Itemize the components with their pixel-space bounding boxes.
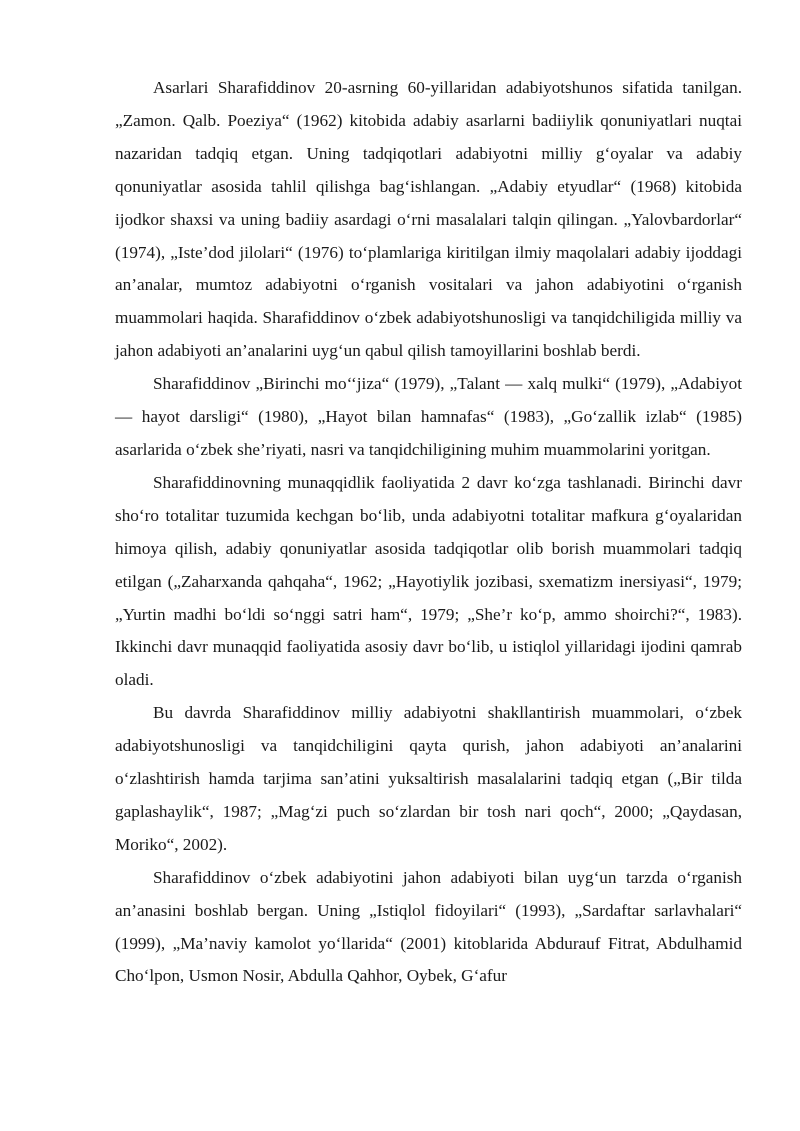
body-text — [115, 72, 742, 993]
paragraph-3: Sharafiddinovning munaqqidlik faoliyatida 2 davr ko‘zga tashlanadi. Birinchi davr sho‘ro totalitar tuzumida kechgan bo‘lib, unda adabiyotni totalitar mafkura g‘oyalaridan himoya qilish, adabiy qonuniyatlar asosida tadqiqotlar olib borish muammolari tadqiq etilgan („Zaharxanda qahqaha“, 1962; „Hayotiylik jozibasi, sxematizm inersiyasi“, 1979; „Yurtin madhi bo‘ldi so‘nggi satri ham“, 1979; „She’r ko‘p, ammo shoirchi?“, 1983). Ikkinchi davr munaqqid faoliyatida asosiy davr bo‘lib, u istiqlol yillaridagi ijodini qamrab oladi. — [115, 472, 742, 690]
paragraph-4: Bu davrda Sharafiddinov milliy adabiyotni shakllantirish muammolari, o‘zbek adabiyotshunosligi va tanqidchiligini qayta qurish, jahon adabiyoti an’analarini o‘zlashtirish hamda tarjima san’atini yuksaltirish masalalarini tadqiq etgan („Bir tilda gaplashaylik“, 1987; „Mag‘zi puch so‘zlardan bir tosh nari qoch“, 2000; „Qaydasan, Moriko“, 2002). — [115, 703, 742, 854]
paragraph-5: Sharafiddinov o‘zbek adabiyotini jahon adabiyoti bilan uyg‘un tarzda o‘rganish an’anasini boshlab bergan. Uning „Istiqlol fidoyilari“ (1993), „Sardaftar sarlavhalari“ (1999), „Ma’naviy kamolot yo‘llarida“ (2001) kitoblarida Abdurauf Fitrat, Abdulhamid Cho‘lpon, Usmon Nosir, Abdulla Qahhor, Oybek, G‘afur — [115, 867, 742, 986]
paragraph-1: Asarlari Sharafiddinov 20-asrning 60-yillaridan adabiyotshunos sifatida tanilgan. „Zamon. Qalb. Poeziya“ (1962) kitobida adabiy asarlarni badiiylik qonuniyatlari nuqtai nazaridan tadqiq etgan. Uning tadqiqotlari adabiyotni milliy g‘oyalar va adabiy qonuniyatlar asosida tahlil qilishga bag‘ishlangan. „Adabiy etyudlar“ (1968) kitobida ijodkor shaxsi va uning badiiy asardagi o‘rni masalalari talqin qilingan. „Yalovbardorlar“ (1974), „Iste’dod jilolari“ (1976) to‘plamlariga kiritilgan ilmiy maqolalari adabiy ijoddagi an’analar, mumtoz adabiyotni o‘rganish vositalari va jahon adabiyotini o‘rganish muammolari haqida. Sharafiddinov o‘zbek adabiyotshunosligi va tanqidchiligida milliy va jahon adabiyoti an’analarini uyg‘un qabul qilish tamoyillarini boshlab berdi. — [115, 78, 742, 361]
paragraph-2: Sharafiddinov „Birinchi mo‘‘jiza“ (1979), „Talant — xalq mulki“ (1979), „Adabiyot — hayot darsligi“ (1980), „Hayot bilan hamnafas“ (1983), „Go‘zallik izlab“ (1985) asarlarida o‘zbek she’riyati, nasri va tanqidchiligining muhim muammolarini yoritgan. — [115, 374, 742, 459]
